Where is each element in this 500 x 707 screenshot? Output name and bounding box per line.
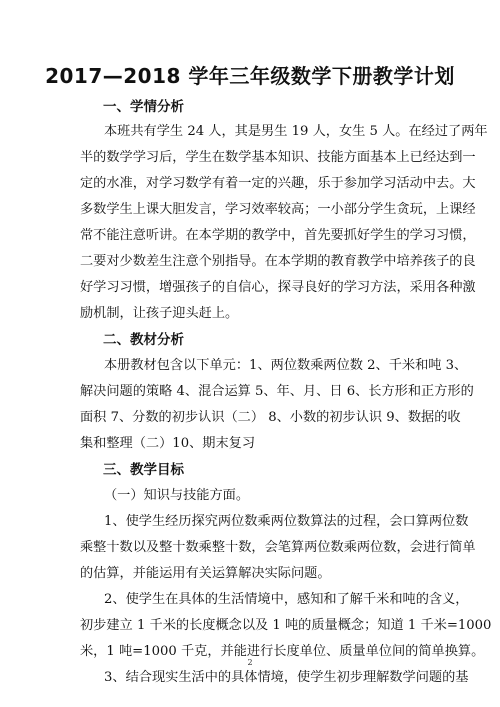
paragraph-line: 本册教材包含以下单元：1、两位数乘两位数 2、千米和吨 3、 (104, 358, 468, 373)
section-heading-teaching-goals: 三、教学目标 (103, 462, 184, 478)
paragraph-line: 米，1 吨=1000 千克，并能进行长度单位、质量单位间的简单换算。 (80, 644, 485, 659)
subsection-heading: （一）知识与技能方面。 (104, 488, 250, 503)
paragraph-line: 集和整理（二）10、期末复习 (80, 436, 256, 451)
paragraph-line: 1、使学生经历探究两位数乘两位数算法的过程，会口算两位数 (104, 514, 469, 529)
paragraph-line: 乘整十数以及整十数乘整十数，会笔算两位数乘两位数，会进行简单 (80, 540, 476, 555)
paragraph-line: 2、使学生在具体的生活情境中，感知和了解千米和吨的含义， (104, 592, 469, 607)
paragraph-line: 常不能注意听讲。在本学期的教学中，首先要抓好学生的学习习惯， (80, 228, 476, 243)
paragraph-line: 3、结合现实生活中的具体情境，使学生初步理解数学问题的基 (104, 670, 469, 685)
paragraph-line: 半的数学学习后，学生在数学基本知识、技能方面基本上已经达到一 (80, 150, 476, 165)
paragraph-line: 本班共有学生 24 人，其是男生 19 人，女生 5 人。在经过了两年 (104, 124, 488, 139)
paragraph-line: 励机制，让孩子迎头赶上。 (80, 306, 239, 321)
document-title: 2017—2018 学年三年级数学下册教学计划 (45, 64, 455, 88)
paragraph-line: 多数学生上课大胆发言，学习效率较高；一小部分学生贪玩，上课经 (80, 202, 476, 217)
paragraph-line: 好学习习惯，增强孩子的自信心，探寻良好的学习方法，采用各种激 (80, 280, 476, 295)
paragraph-line: 面积 7、分数的初步认识（二） 8、小数的初步认识 9、数据的收 (80, 410, 461, 425)
page-number: 2 (247, 658, 253, 667)
paragraph-line: 定的水准，对学习数学有着一定的兴趣，乐于参加学习活动中去。大 (80, 176, 476, 191)
section-heading-student-analysis: 一、学情分析 (103, 99, 184, 115)
paragraph-line: 的估算，并能运用有关运算解决实际问题。 (80, 566, 331, 581)
paragraph-line: 二要对少数差生注意个别指导。在本学期的教育教学中培养孩子的良 (80, 254, 476, 269)
paragraph-line: 初步建立 1 千米的长度概念以及 1 吨的质量概念；知道 1 千米=1000 (80, 618, 492, 633)
paragraph-line: 解决问题的策略 4、混合运算 5、年、月、日 6、长方形和正方形的 (80, 384, 474, 399)
section-heading-textbook-analysis: 二、教材分析 (103, 332, 184, 348)
